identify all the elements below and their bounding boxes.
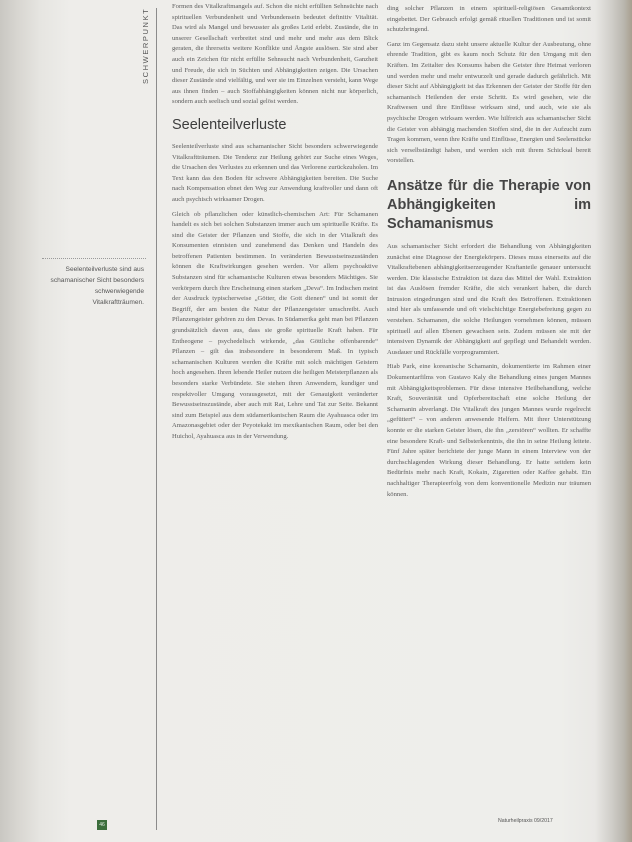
paragraph: Gleich ob pflanzlichen oder künstlich-chemischen Art: Für Schamanen handelt es sich bei solchen Substanzen immer auch um spirituelle Kräfte. Es sind die Geister der Pflanzen und Stoffe, die sich in der Vitalkraft des Konsumenten einnisten und zunehmend das Denken und Handeln des betroffenen Patienten bestimmen. In veränderten Bewusstseinszuständen können die Kraftwirkungen gesehen werden. Vor allem psychoaktive Substanzen sind für schamanische Kulturen etwas besonders Mächtiges. Sie verkörpern durch ihre Erscheinung einen starken „Deva“. Im Indischen meint der Ausdruck typischerweise „Götter, die Gott dienen“ und ist somit der Begriff, der am besten die Natur der Pflanzengeister umschreibt. Auch Pflanzengeister gehören zu den Devas. In Südamerika geht man bei Pflanzen grundsätzlich davon aus, dass sie große spirituelle Kraft haben. Für Entheogene – psychedelisch wirkende, „das Göttliche offenbarende“ Pflanzen – gilt das insbesondere in besonderem Maß. In typisch schamanischen Kulturen werden die Kräfte mit solch mächtigen Geistern hoch angesehen. Ihren lebende Heiler nutzen die heiligen Meisterpflanzen als besonders starke Verbündete. Sie stehen ihren Anwendern, kundiger und respektvoller Umgang vorausgesetzt, mit der Genauigkeit veränderter Bewusstseinszustände, aber auch mit Rat, Lehre und Tat zur Seite. Bekannt sind zum Beispiel aus dem südamerikanischen Raum die Ayahuasca oder im Amazonasgebiet oder der Peyotekakt im mexikanischen Raum, oder bei den Huichol, Ayahuasca aus in der Verwendung.	[172, 210, 378, 440]
paragraph: ding solcher Pflanzen in einem spirituell-religiösen Gesamtkontext eingebettet. Der Gebrauch erfolgt gemäß rituellen Traditionen und ist somit schutzbringend.	[387, 5, 591, 34]
paragraph: Ganz im Gegensatz dazu steht unsere aktuelle Kultur der Ausbeutung, ohne ehrende Tradition, gibt es kaum noch Schutz für den Umgang mit den Kräften. Im Zeitalter des Konsums haben die Geister ihre Heimat verloren und werden mehr und mehr entwurzelt und gerade dadurch gefährlich. Mit dieser Sicht auf Abhängigkeit ist das Erkennen der Geister der Stoffe für den schamanisch Heilenden der erste Schritt. Es wird gesehen, wie die Kraftwesen und ihre Einflüsse wirksam sind, und auch, wie sie als psychische Drogen wirksam werden. Wie hilfreich aus schamanischer Sicht die Geister von abhängig machenden Stoffen sind, die in der Aufzucht zum Tragen kommen, wenn ihre Kräfte und Einflüsse, Energien und Seelenstücke sich verselbständigt haben, und werden sich mit ihrem Schicksal bereit vorstellen.	[387, 40, 591, 165]
heading-seelenteilverluste: Seelenteilverluste	[172, 116, 287, 133]
text-column-right	[387, 4, 591, 816]
paragraph: Seelenteilverluste sind aus schamanischer Sicht besonders schwerwiegende Vitalkraftträumen. Die Tendenz zur Heilung gehört zur Suche eines Weges, die Ursachen des Verlustes zu erkennen und das Verlorene zurückzuholen. Im Text kann das den Boden für schwere Abhängigkeiten bereiten. Die Suche nach Kompensation ebnet den Weg zur Anwendung kraftvoller und dann oft auch psychisch wirksamer Drogen.	[172, 142, 378, 203]
text-column-left	[172, 2, 378, 812]
paragraph: Aus schamanischer Sicht erfordert die Behandlung von Abhängigkeiten zunächst eine Diagnose der Energiekörpers. Dieses muss einerseits auf die Vitalkraftebenen abhängigkeitserzeugender Kraftanteile genauer untersucht werden. Die klassische Extraktion ist dazu das Mittel der Wahl. Extraktion ist das Auslösen fremder Kräfte, die sich verankert haben, die durch Intrusion eingedrungen sind und die Kraft des Betroffenen. Extraktionen sind hier als umfassende und oft vielschichtige Energiebefreiung gegen zu verstehen. Schamanen, die solche Heilungen vornehmen können, müssen spirituell auf allen Ebenen gewachsen sein. Zudem müssen sie mit der intensiven Dynamik der Abhängigkeit auf gepflegt und Behandelt werden. Ausdauer und Rückfälle vorprogrammiert.	[387, 242, 591, 356]
footer-publication: Naturheilpraxis 09/2017	[498, 818, 553, 824]
page-number: 46	[97, 820, 107, 830]
paragraph: Hiab Park, eine koreanische Schamanin, dokumentierte im Rahmen einer Dokumentarfilms von Gustavo Kaly die Behandlung eines jungen Mannes mit Abhängigkeitsproblemen. Für diese intensive Heilbehandlung, welche Kraft, Souveränität und Opferbereitschaft eine solche Heilung der Schamanin abverlangt. Die Vitalkraft des jungen Mannes wurde regelrecht „gefüttert“ – von anderen anwesende Helfern. Mit ihrer Unterstützung konnte er die starken Geister lösen, die ihn „zerstören“ wollten. Er schaffte eine besondere Kraft- und Selbsterkenntnis, die ihn in seine Heilung leitete. Fünf Jahre später berichtete der junge Mann in einem Interview von der durchschlagenden Wirkung dieser Behandlung. Er hatte seitdem kein Bedürfnis mehr nach Kraft, Kokain, Zigaretten oder Kaffee gehabt. Ein nachhaltiger Therapieerfolg von dem konventionelle Medizin nur träumen können.	[387, 363, 591, 498]
sidenote-text: Seelenteilverluste sind aus schamanischer Sicht besonders schwerwiegende Vitalkraftträumen.	[50, 266, 144, 306]
sidenote-separator	[42, 258, 146, 259]
paragraph: Formen des Vitalkraftmangels auf. Schon die nicht erfüllten Sehnsüchte nach spirituellen Verbundenheit und Verbundensein bedeutet definitiv Vitalität. Das wird als Mangel und bewusster als großes Leid erlebt. Zustände, die in unserer Gesellschaft verbreitet sind und mehr und mehr aus dem Blick geraten, die ihrerseits weitere Konflikte und Ängste auslösen. Sie sind aber auch ein Zeichen für nicht erfüllte Sehnsucht nach Verbundenheit, Ganzheit und Freude, die sich in Süchten und Abhängigkeiten zeigen. Die Ursachen dieser Zustände sind vielfältig, und wer sie im Einzelnen versteht, kann Wege aus ihnen finden – auch Stoffabhängigkeiten können nicht nur körperlich, sondern auch seelisch und sozial gelöst werden.	[172, 3, 378, 106]
heading-ansaetze: Ansätze für die Therapie von Abhängigkeiten im Schamanismus	[387, 177, 591, 232]
column-rule	[156, 8, 157, 830]
sidenote	[46, 264, 144, 308]
